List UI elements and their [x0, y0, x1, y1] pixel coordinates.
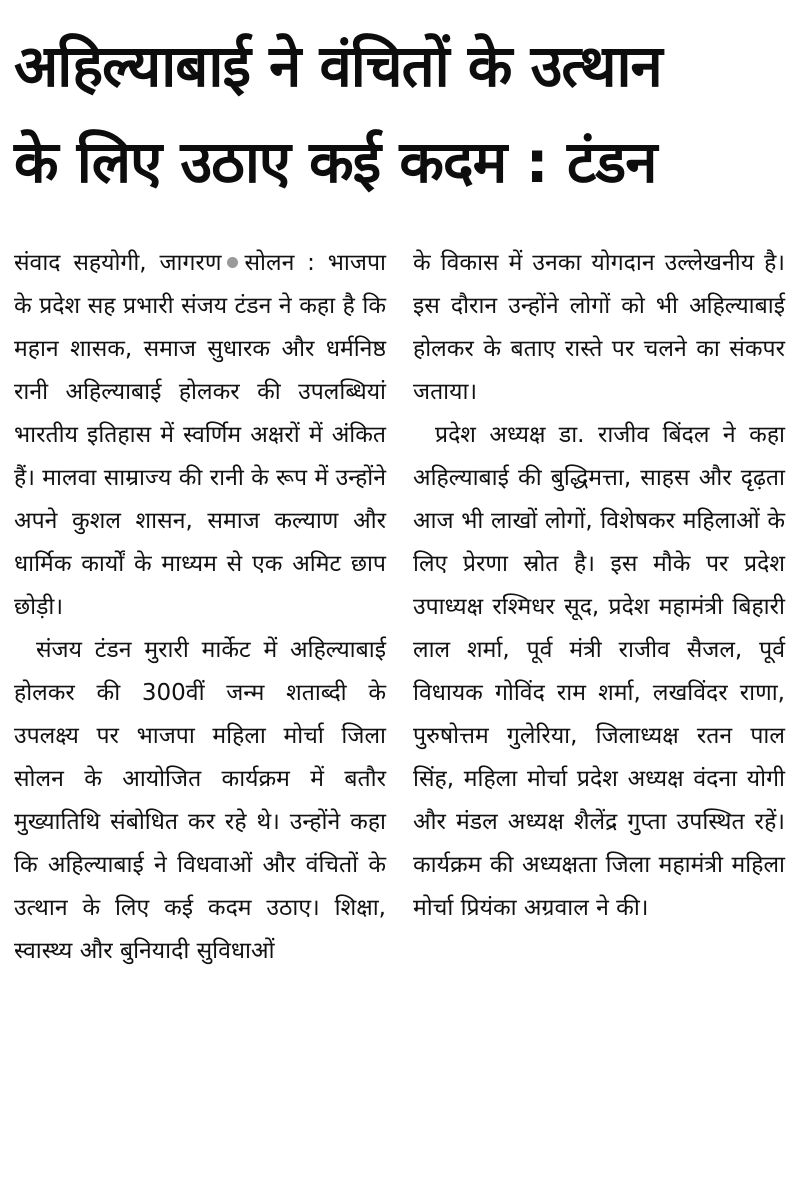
dateline-location: सोलन :: [244, 250, 315, 276]
byline: संवाद सहयोगी, जागरण: [14, 250, 222, 276]
article-body: [14, 242, 785, 973]
paragraph: के विकास में उनका योगदान उल्लेखनीय है। इस दौरान उन्होंने लोगों को भी अहिल्याबाई होलकर के बताए रास्ते पर चलने का संकपर जताया।: [413, 250, 785, 405]
paragraph-text: भाजपा के प्रदेश सह प्रभारी संजय टंडन ने कहा है कि महान शासक, समाज सुधारक और धर्मनिष्ठ रानी अहिल्याबाई होलकर की उपलब्धियां भारतीय इतिहास में स्वर्णिम अक्षरों में अंकित हैं। मालवा साम्राज्य की रानी के रूप में उन्होंने अपने कुशल शासन, समाज कल्याण और धार्मिक कार्यों के माध्यम से एक अमिट छाप छोड़ी।: [14, 250, 386, 620]
column-left: [14, 242, 386, 973]
paragraph: [14, 242, 386, 629]
headline-line-2: के लिए उठाए कई कदम : टंडन: [14, 128, 657, 196]
bullet-dot-icon: [227, 257, 238, 268]
headline: [14, 0, 785, 210]
column-right: [413, 242, 785, 973]
paragraph: प्रदेश अध्यक्ष डा. राजीव बिंदल ने कहा अहिल्याबाई की बुद्धिमत्ता, साहस और दृढ़ता आज भी लाखों लोगों, विशेषकर महिलाओं के लिए प्रेरणा स्रोत है। इस मौके पर प्रदेश उपाध्यक्ष रश्मिधर सूद, प्रदेश महामंत्री बिहारी लाल शर्मा, पूर्व मंत्री राजीव सैजल, पूर्व विधायक गोविंद राम शर्मा, लखविंदर राणा, पुरुषोत्तम गुलेरिया, जिलाध्यक्ष रतन पाल सिंह, महिला मोर्चा प्रदेश अध्यक्ष वंदना योगी और मंडल अध्यक्ष शैलेंद्र गुप्ता उपस्थित रहें। कार्यक्रम की अध्यक्षता जिला महामंत्री महिला मोर्चा प्रियंका अग्रवाल ने की।: [413, 422, 785, 921]
paragraph: संजय टंडन मुरारी मार्केट में अहिल्याबाई होलकर की 300वीं जन्म शताब्दी के उपलक्ष्य पर भाजपा महिला मोर्चा जिला सोलन के आयोजित कार्यक्रम में बतौर मुख्यातिथि संबोधित कर रहे थे। उन्होंने कहा कि अहिल्याबाई ने विधवाओं और वंचितों के उत्थान के लिए कई कदम उठाए। शिक्षा, स्वास्थ्य और बुनियादी सुविधाओं: [14, 637, 386, 964]
headline-line-1: अहिल्याबाई ने वंचितों के उत्थान: [14, 32, 662, 100]
